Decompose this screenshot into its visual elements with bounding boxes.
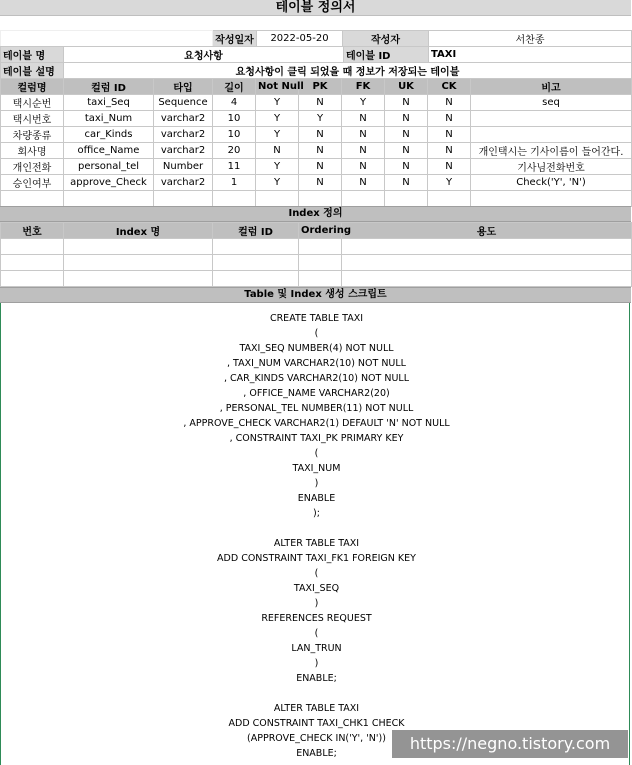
cell[interactable]: N [428, 95, 471, 111]
table-row [1, 271, 632, 287]
script-line: ADD CONSTRAINT TAXI_FK1 FOREIGN KEY [217, 553, 416, 564]
script-line: , CAR_KINDS VARCHAR2(10) NOT NULL [223, 373, 410, 384]
cell[interactable]: varchar2 [154, 127, 213, 143]
cell[interactable] [154, 191, 213, 207]
script-line: , OFFICE_NAME VARCHAR2(20) [243, 388, 390, 399]
table-row [1, 143, 632, 159]
date-value[interactable]: 2022-05-20 [257, 31, 343, 47]
table-name-label: 테이블 명 [1, 47, 64, 63]
cell[interactable]: 차량종류 [1, 127, 64, 143]
script-line: ) [314, 658, 319, 669]
script-line: ) [314, 478, 319, 489]
cell[interactable]: N [342, 175, 385, 191]
cell[interactable] [64, 191, 154, 207]
header-cell: 번호 [1, 223, 64, 239]
cell[interactable]: N [299, 95, 342, 111]
cell[interactable] [1, 239, 64, 255]
table-id-value[interactable]: TAXI [429, 47, 632, 63]
cell[interactable] [213, 239, 299, 255]
script-line: , PERSONAL_TEL NUMBER(11) NOT NULL [219, 403, 414, 414]
cell[interactable]: N [342, 143, 385, 159]
script-line: ( [314, 448, 319, 459]
script-line: ENABLE [297, 493, 336, 504]
cell[interactable]: Y [256, 175, 299, 191]
header-cell: PK [299, 79, 342, 95]
cell[interactable] [299, 191, 342, 207]
script-line: , TAXI_NUM VARCHAR2(10) NOT NULL [227, 358, 406, 369]
column-header-row [1, 79, 632, 95]
script-line: ENABLE; [296, 673, 337, 684]
cell[interactable]: N [299, 175, 342, 191]
header-cell: 컬럼명 [1, 79, 64, 95]
cell[interactable]: Number [154, 159, 213, 175]
cell[interactable]: 개인택시는 기사이름이 들어간다. [471, 143, 632, 159]
cell[interactable] [385, 191, 428, 207]
cell[interactable]: N [342, 111, 385, 127]
cell[interactable]: N [385, 159, 428, 175]
header-cell: Not Null [256, 79, 299, 95]
cell[interactable]: 10 [213, 127, 256, 143]
cell[interactable]: personal_tel [64, 159, 154, 175]
cell[interactable] [64, 271, 213, 287]
cell[interactable] [299, 239, 342, 255]
table-row [1, 191, 632, 207]
watermark: https://negno.tistory.com [392, 730, 628, 758]
meta-spacer [1, 31, 213, 47]
cell[interactable]: N [428, 127, 471, 143]
index-section-title: Index 정의 [0, 206, 631, 222]
cell[interactable] [342, 239, 632, 255]
cell[interactable] [471, 127, 632, 143]
index-header-row [1, 223, 632, 239]
cell[interactable]: N [428, 111, 471, 127]
script-line: ENABLE; [296, 748, 337, 759]
cell[interactable] [299, 271, 342, 287]
author-value[interactable]: 서찬종 [429, 31, 632, 47]
cell[interactable]: 개인전화 [1, 159, 64, 175]
script-line: CREATE TABLE TAXI [269, 313, 364, 324]
header-cell: 길이 [213, 79, 256, 95]
cell[interactable] [1, 191, 64, 207]
cell[interactable]: N [299, 159, 342, 175]
table-desc-label: 테이블 설명 [1, 63, 64, 79]
cell[interactable]: taxi_Num [64, 111, 154, 127]
cell[interactable] [342, 271, 632, 287]
script-line: ( [314, 568, 319, 579]
cell[interactable]: N [299, 143, 342, 159]
cell[interactable]: 1 [213, 175, 256, 191]
cell[interactable] [213, 271, 299, 287]
header-cell: 용도 [342, 223, 632, 239]
cell[interactable]: N [385, 111, 428, 127]
cell[interactable] [342, 255, 632, 271]
cell[interactable]: 11 [213, 159, 256, 175]
cell[interactable]: N [299, 127, 342, 143]
header-cell: Index 명 [64, 223, 213, 239]
script-line: TAXI_NUM [292, 463, 341, 474]
script-area[interactable] [0, 303, 631, 765]
cell[interactable]: 택시순번 [1, 95, 64, 111]
table-row [1, 95, 632, 111]
cell[interactable]: Y [428, 175, 471, 191]
cell[interactable]: N [385, 127, 428, 143]
script-section-title: Table 및 Index 생성 스크립트 [0, 287, 631, 303]
meta-table [0, 30, 632, 47]
table-row [1, 255, 632, 271]
table-desc-value[interactable]: 요청사항이 클릭 되었을 때 정보가 저장되는 테이블 [64, 63, 632, 79]
cell[interactable]: N [428, 159, 471, 175]
table-row [1, 111, 632, 127]
cell[interactable]: seq [471, 95, 632, 111]
script-line: , CONSTRAINT TAXI_PK PRIMARY KEY [229, 433, 404, 444]
column-table [0, 78, 632, 207]
cell[interactable] [64, 255, 213, 271]
cell[interactable]: varchar2 [154, 175, 213, 191]
cell[interactable]: N [385, 175, 428, 191]
cell[interactable]: 회사명 [1, 143, 64, 159]
header-cell: 컬럼 ID [64, 79, 154, 95]
cell[interactable]: Y [256, 127, 299, 143]
cell[interactable]: N [342, 127, 385, 143]
script-line: (APPROVE_CHECK IN('Y', 'N')) [247, 733, 386, 744]
cell[interactable] [213, 191, 256, 207]
cell[interactable]: Y [256, 159, 299, 175]
table-name-value[interactable]: 요청사항 [64, 47, 344, 63]
cell[interactable] [1, 271, 64, 287]
table-id-label: 테이블 ID [344, 47, 429, 63]
cell[interactable]: approve_Check [64, 175, 154, 191]
selection-border [629, 303, 630, 765]
cell[interactable]: 4 [213, 95, 256, 111]
cell[interactable]: N [342, 159, 385, 175]
table-info [0, 46, 632, 79]
date-label: 작성일자 [213, 31, 257, 47]
header-cell: 타입 [154, 79, 213, 95]
table-row [1, 127, 632, 143]
cell[interactable]: N [256, 143, 299, 159]
author-label: 작성자 [343, 31, 429, 47]
cell[interactable]: office_Name [64, 143, 154, 159]
script-line: ALTER TABLE TAXI [273, 703, 360, 714]
script-line: TAXI_SEQ [293, 583, 340, 594]
table-row [1, 239, 632, 255]
script-line: ( [314, 328, 319, 339]
script-line: , APPROVE_CHECK VARCHAR2(1) DEFAULT 'N' NOT NULL [183, 418, 450, 429]
header-cell: Ordering [299, 223, 342, 239]
table-row [1, 159, 632, 175]
cell[interactable]: varchar2 [154, 143, 213, 159]
cell[interactable] [213, 255, 299, 271]
script-line: REFERENCES REQUEST [261, 613, 372, 624]
script-line: TAXI_SEQ NUMBER(4) NOT NULL [239, 343, 394, 354]
cell[interactable] [471, 191, 632, 207]
script-line: ); [313, 508, 320, 519]
header-cell: UK [385, 79, 428, 95]
cell[interactable]: 기사님전화번호 [471, 159, 632, 175]
header-cell: CK [428, 79, 471, 95]
header-cell: FK [342, 79, 385, 95]
script-line: ( [314, 628, 319, 639]
cell[interactable]: Sequence [154, 95, 213, 111]
cell[interactable]: 20 [213, 143, 256, 159]
header-cell: 컬럼 ID [213, 223, 299, 239]
cell[interactable] [428, 191, 471, 207]
cell[interactable]: varchar2 [154, 111, 213, 127]
script-line: ALTER TABLE TAXI [273, 538, 360, 549]
cell[interactable]: taxi_Seq [64, 95, 154, 111]
cell[interactable]: Check('Y', 'N') [471, 175, 632, 191]
script-line: LAN_TRUN [291, 643, 342, 654]
cell[interactable] [64, 239, 213, 255]
cell[interactable]: N [385, 95, 428, 111]
cell[interactable]: N [428, 143, 471, 159]
cell[interactable]: 10 [213, 111, 256, 127]
sheet-title: 테이블 정의서 [0, 0, 631, 16]
script-line: ) [314, 598, 319, 609]
script-line: ADD CONSTRAINT TAXI_CHK1 CHECK [228, 718, 405, 729]
cell[interactable] [299, 255, 342, 271]
cell[interactable]: Y [342, 95, 385, 111]
cell[interactable] [256, 191, 299, 207]
header-cell: 비고 [471, 79, 632, 95]
index-table [0, 222, 632, 287]
cell[interactable]: Y [256, 111, 299, 127]
cell[interactable]: 승인여부 [1, 175, 64, 191]
cell[interactable] [342, 191, 385, 207]
cell[interactable]: Y [256, 95, 299, 111]
cell[interactable] [471, 111, 632, 127]
cell[interactable]: 택시번호 [1, 111, 64, 127]
cell[interactable]: Y [299, 111, 342, 127]
cell[interactable] [1, 255, 64, 271]
table-row [1, 175, 632, 191]
cell[interactable]: car_Kinds [64, 127, 154, 143]
cell[interactable]: N [385, 143, 428, 159]
